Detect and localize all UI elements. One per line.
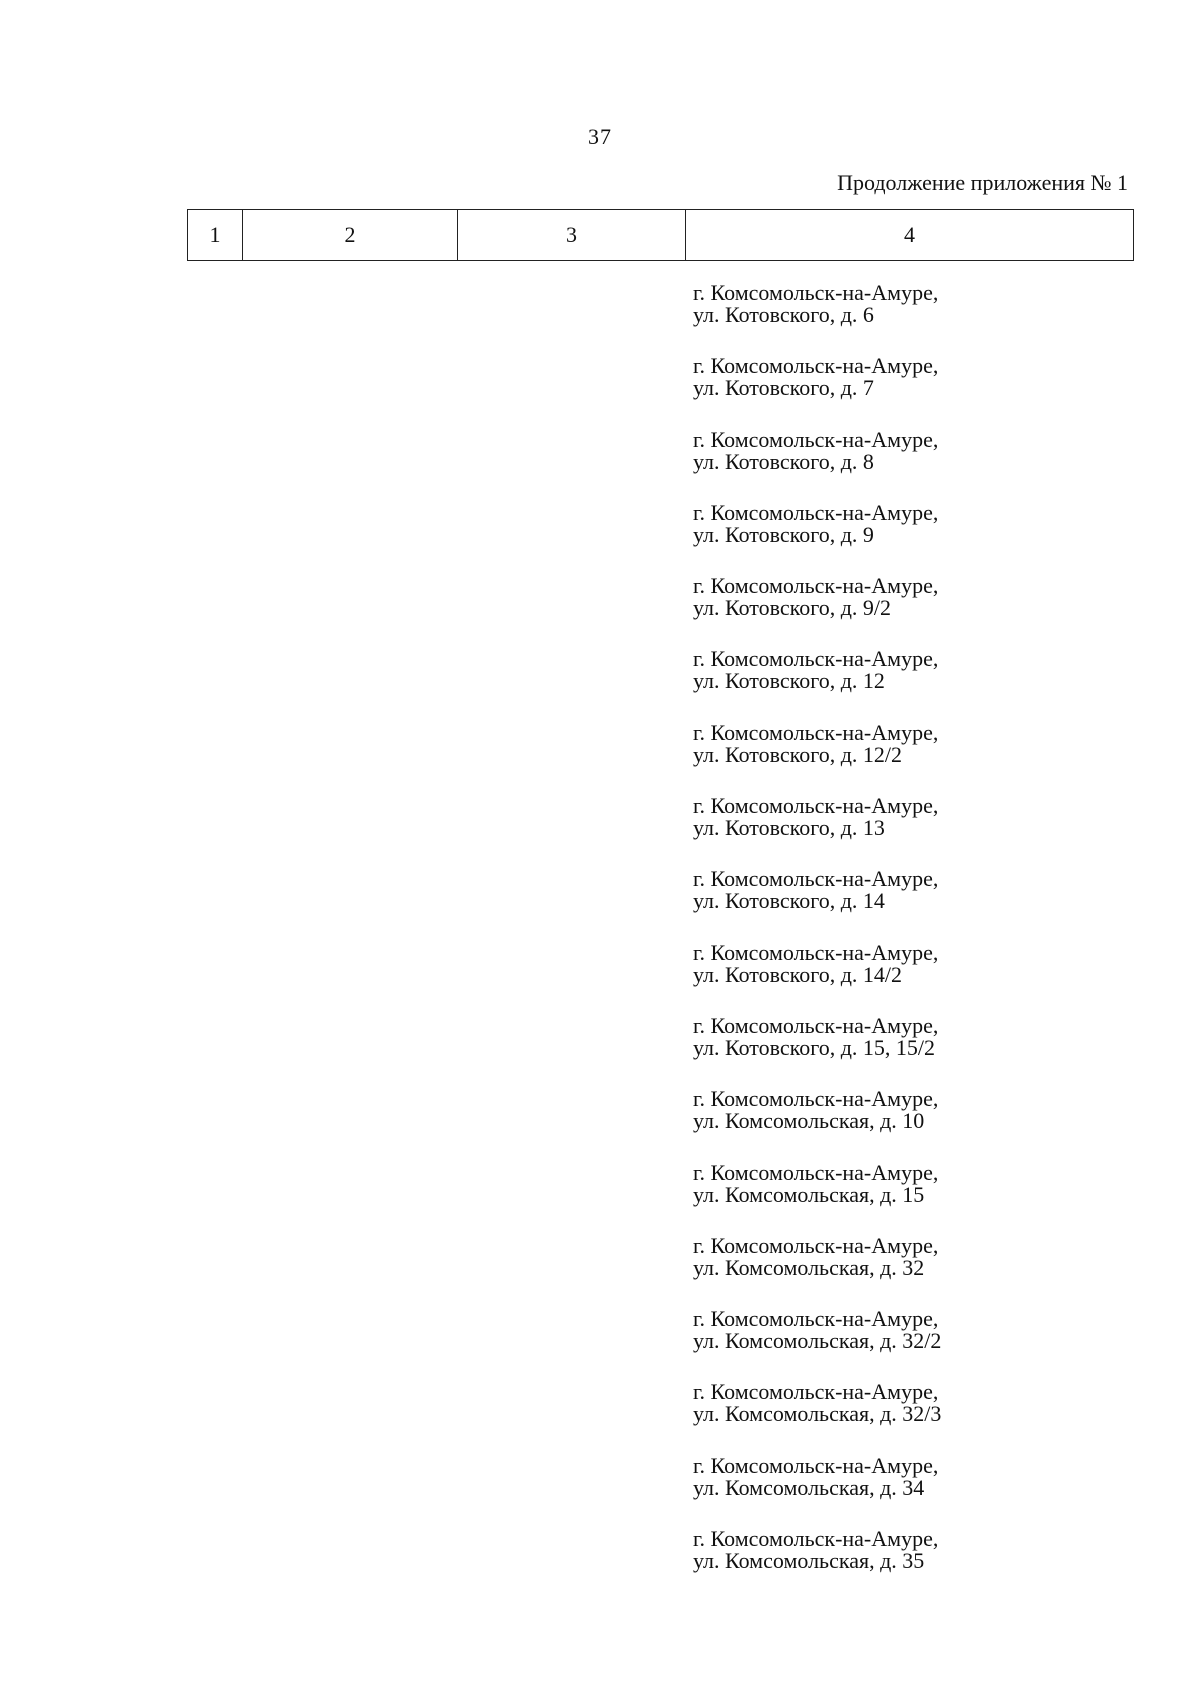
- address-city: г. Комсомольск-на-Амуре,: [693, 1232, 939, 1258]
- address-street: ул. Котовского, д. 13: [693, 815, 885, 841]
- address-city: г. Комсомольск-на-Амуре,: [693, 280, 939, 305]
- address-city: г. Комсомольск-на-Амуре,: [693, 499, 939, 525]
- address-street: ул. Комсомольская, д. 35: [693, 1548, 925, 1574]
- address-street: ул. Котовского, д. 6: [693, 302, 874, 327]
- address-list: [693, 282, 1113, 1601]
- address-street: ул. Комсомольская, д. 34: [693, 1474, 925, 1500]
- address-city: г. Комсомольск-на-Амуре,: [693, 1452, 939, 1478]
- address-city: г. Комсомольск-на-Амуре,: [693, 646, 939, 672]
- address-city: г. Комсомольск-на-Амуре,: [693, 1086, 939, 1112]
- address-city: г. Комсомольск-на-Амуре,: [693, 1526, 939, 1552]
- address-street: ул. Котовского, д. 8: [693, 448, 874, 474]
- address-street: ул. Комсомольская, д. 32/2: [693, 1328, 942, 1354]
- address-city: г. Комсомольск-на-Амуре,: [693, 1306, 939, 1332]
- column-number-4: 4: [686, 210, 1134, 261]
- column-header-table: [187, 209, 1134, 261]
- list-item: [693, 1381, 1113, 1454]
- list-item: [693, 499, 1113, 575]
- address-city: г. Комсомольск-на-Амуре,: [693, 426, 939, 452]
- address-city: г. Комсомольск-на-Амуре,: [693, 1012, 939, 1038]
- address-city: г. Комсомольск-на-Амуре,: [693, 793, 939, 819]
- list-item: [693, 1232, 1113, 1308]
- address-street: ул. Комсомольская, д. 32/3: [693, 1401, 942, 1427]
- list-item: [693, 355, 1113, 428]
- list-item: [693, 1452, 1113, 1528]
- list-item: [693, 282, 1113, 355]
- list-item: [693, 648, 1113, 721]
- address-city: г. Комсомольск-на-Амуре,: [693, 353, 939, 379]
- address-street: ул. Котовского, д. 7: [693, 375, 874, 401]
- address-city: г. Комсомольск-на-Амуре,: [693, 939, 939, 965]
- list-item: [693, 575, 1113, 648]
- address-street: ул. Котовского, д. 14: [693, 888, 885, 914]
- list-item: [693, 1159, 1113, 1235]
- address-city: г. Комсомольск-на-Амуре,: [693, 719, 939, 745]
- column-number-2: 2: [243, 210, 458, 261]
- header-row: [188, 210, 1134, 261]
- continuation-label: Продолжение приложения № 1: [837, 170, 1128, 195]
- list-item: [693, 1308, 1113, 1381]
- address-street: ул. Котовского, д. 9: [693, 521, 874, 547]
- list-item: [693, 939, 1113, 1015]
- list-item: [693, 1088, 1113, 1161]
- list-item: [693, 868, 1113, 941]
- address-city: г. Комсомольск-на-Амуре,: [693, 1159, 939, 1185]
- list-item: [693, 795, 1113, 868]
- address-street: ул. Котовского, д. 14/2: [693, 961, 902, 987]
- column-number-3: 3: [458, 210, 686, 261]
- address-street: ул. Котовского, д. 12/2: [693, 741, 902, 767]
- column-number-1: 1: [188, 210, 243, 261]
- address-street: ул. Котовского, д. 12: [693, 668, 885, 694]
- address-city: г. Комсомольск-на-Амуре,: [693, 866, 939, 892]
- address-street: ул. Котовского, д. 9/2: [693, 595, 891, 621]
- address-street: ул. Котовского, д. 15, 15/2: [693, 1034, 935, 1060]
- list-item: [693, 1528, 1113, 1601]
- address-city: г. Комсомольск-на-Амуре,: [693, 573, 939, 599]
- address-street: ул. Комсомольская, д. 15: [693, 1181, 925, 1207]
- list-item: [693, 1012, 1113, 1088]
- list-item: [693, 719, 1113, 795]
- address-city: г. Комсомольск-на-Амуре,: [693, 1379, 939, 1405]
- address-street: ул. Комсомольская, д. 32: [693, 1254, 925, 1280]
- address-street: ул. Комсомольская, д. 10: [693, 1108, 925, 1134]
- list-item: [693, 426, 1113, 502]
- page-number: 37: [588, 124, 612, 149]
